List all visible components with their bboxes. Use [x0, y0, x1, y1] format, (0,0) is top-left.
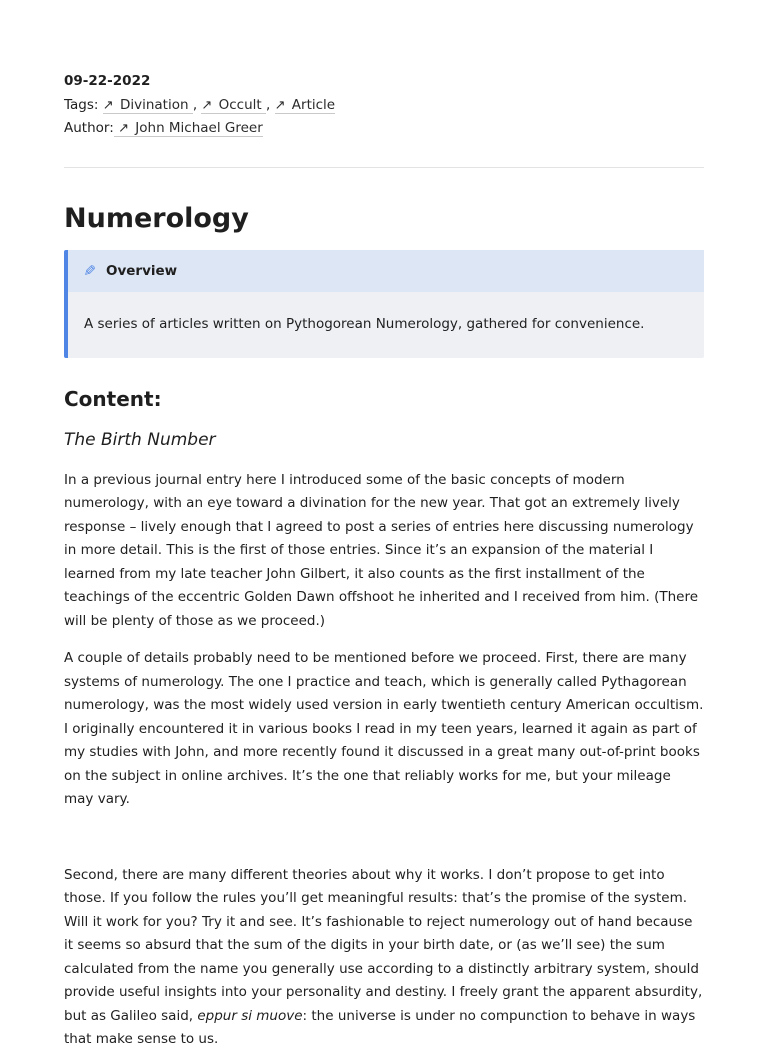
paragraph-text: Second, there are many different theories about why it works. I don’t propose to get into those. If you follow the rules you’ll get meaningful results: that’s the promise of the system. Will it work for you? Try it and see. It’s fashionable to reject numerology out of hand because it seems so absurd that the sum of the digits in your birth date, or (as we’ll see) the sum calculated from the name you generally use according to a distinctly arbitrary system, should provide useful insights into your personality and destiny. I freely grant the apparent absurdity, but as Galileo said, [64, 866, 703, 1024]
divider [64, 167, 704, 168]
external-link-icon: ↗ [118, 121, 129, 136]
tags-label: Tags: [64, 96, 103, 113]
paragraph-text: : the universe is under no compunction to behave in ways that make sense to us. [64, 1007, 696, 1047]
publish-date: 09-22-2022 [64, 73, 151, 89]
tags-line [64, 94, 704, 118]
section-heading: Content: [64, 386, 162, 411]
author-link[interactable] [114, 120, 263, 137]
author-label: Author: [64, 120, 114, 136]
latin-quote: eppur si muove [197, 1007, 303, 1024]
tag-link-occult[interactable] [201, 97, 266, 114]
overview-callout [64, 250, 704, 358]
tag-link-divination[interactable] [103, 97, 193, 114]
paragraph [64, 864, 704, 1052]
external-link-icon: ↗ [102, 97, 114, 113]
subheading: The Birth Number [64, 429, 216, 450]
tag-label: Divination [119, 96, 189, 113]
tag-separator: , [192, 96, 202, 113]
tag-link-article[interactable] [275, 97, 336, 114]
pencil-icon: ✎ [83, 261, 96, 280]
page-title: Numerology [64, 202, 249, 234]
paragraph: In a previous journal entry here I introduced some of the basic concepts of modern numerology, with an eye toward a divination for the new year. That got an extremely lively response – lively enough that I agreed to post a series of entries here discussing numerology in more detail. This is the first of those entries. Since it’s an expansion of the material I learned from my late teacher John Gilbert, it also counts as the first installment of the teachings of the eccentric Golden Dawn offshoot he inherited and I received from him. (There will be plenty of those as we proceed.) [64, 471, 699, 629]
callout-heading: Overview [106, 262, 178, 279]
tag-label: Occult [218, 96, 262, 113]
article-meta [64, 70, 704, 141]
callout-header [68, 250, 704, 292]
author-line [64, 117, 704, 141]
tag-separator: , [265, 96, 271, 113]
author-name: John Michael Greer [135, 120, 263, 136]
paragraph: A couple of details probably need to be mentioned before we proceed. First, there are many systems of numerology. The one I practice and teach, which is generally called Pythagorean numerology, was the most widely used version in early twentieth century American occultism. I originally encountered it in various books I read in my teen years, learned it again as part of my studies with John, and more recently found it discussed in a great many out-of-print books on the subject in online archives. It’s the one that reliably works for me, but your mileage may vary. [64, 650, 704, 807]
tag-label: Article [291, 96, 336, 113]
external-link-icon: ↗ [274, 97, 286, 113]
external-link-icon: ↗ [201, 97, 213, 113]
callout-body: A series of articles written on Pythogorean Numerology, gathered for convenience. [84, 315, 645, 332]
